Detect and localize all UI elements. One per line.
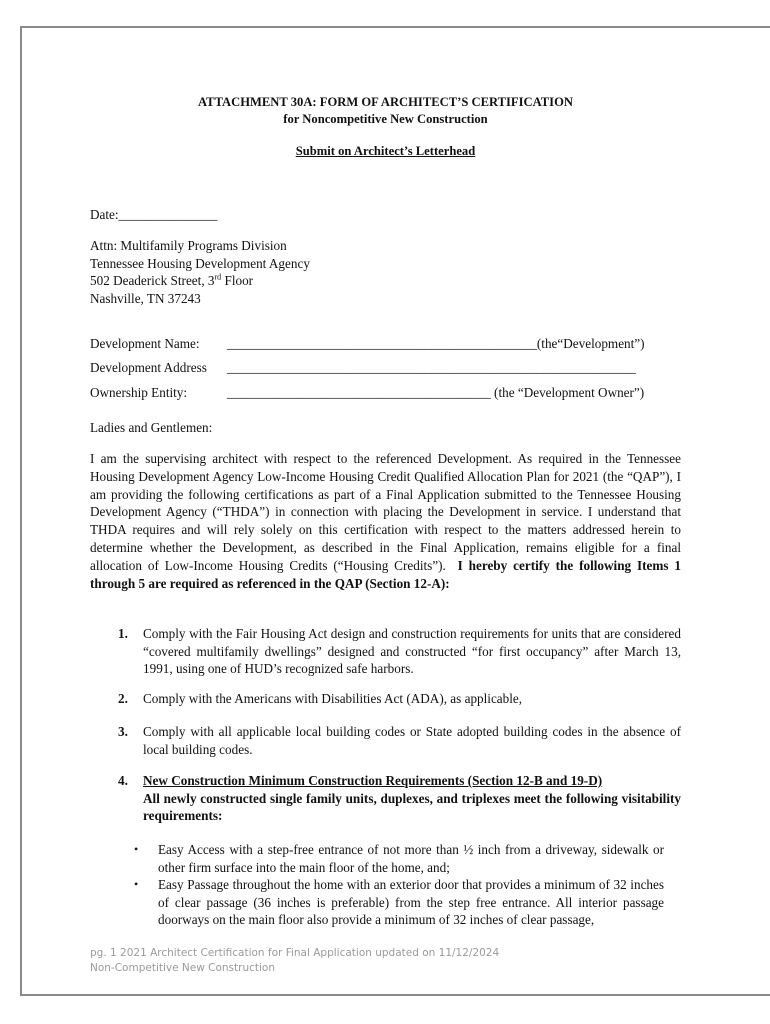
section-heading: New Construction Minimum Construction Requirements (Section 12-B and 19-D): [143, 773, 603, 788]
address-city: Nashville, TN 37243: [90, 290, 201, 306]
bullet-icon: •: [134, 842, 139, 856]
address-street: 502 Deaderick Street, 3rd Floor: [90, 272, 254, 288]
address-agency: Tennessee Housing Development Agency: [90, 255, 310, 271]
salutation: Ladies and Gentlemen:: [90, 420, 213, 435]
address-attn: Attn: Multifamily Programs Division: [90, 238, 287, 253]
certification-paragraph: I am the supervising architect with respect to the referenced Development. As required in the Tennessee Housing Development Agency Low-Income Housing Credit Qualified Allocation Plan for 2021 (the “QAP”), I am providing the following certifications as part of a Final Application submitted to the Tennessee Housing Development Agency (“THDA”) in connection with placing the Development in service. I understand that THDA requires and will rely solely on this certification with respect to the matters addressed herein to determine whether the Development, as described in the Final Application, remains eligible for a final allocation of Low-Income Housing Credits (“Housing Credits”). I hereby certify the following Items 1 through 5 are required as referenced in the QAP (Section 12-A):: [90, 451, 681, 591]
footer-line-2: Non-Competitive New Construction: [90, 962, 276, 974]
bullet-icon: •: [134, 877, 139, 891]
address-block: [90, 237, 310, 307]
page-footer: [90, 946, 499, 976]
document-subtitle: for Noncompetitive New Construction: [283, 112, 488, 126]
footer-line-1: pg. 1 2021 Architect Certification for Final Application updated on 11/12/2024: [90, 947, 500, 959]
document-title: ATTACHMENT 30A: FORM OF ARCHITECT’S CERTIFICATION: [198, 95, 573, 109]
date-line: Date:_______________: [90, 207, 218, 222]
letterhead-note: Submit on Architect’s Letterhead: [295, 144, 476, 158]
